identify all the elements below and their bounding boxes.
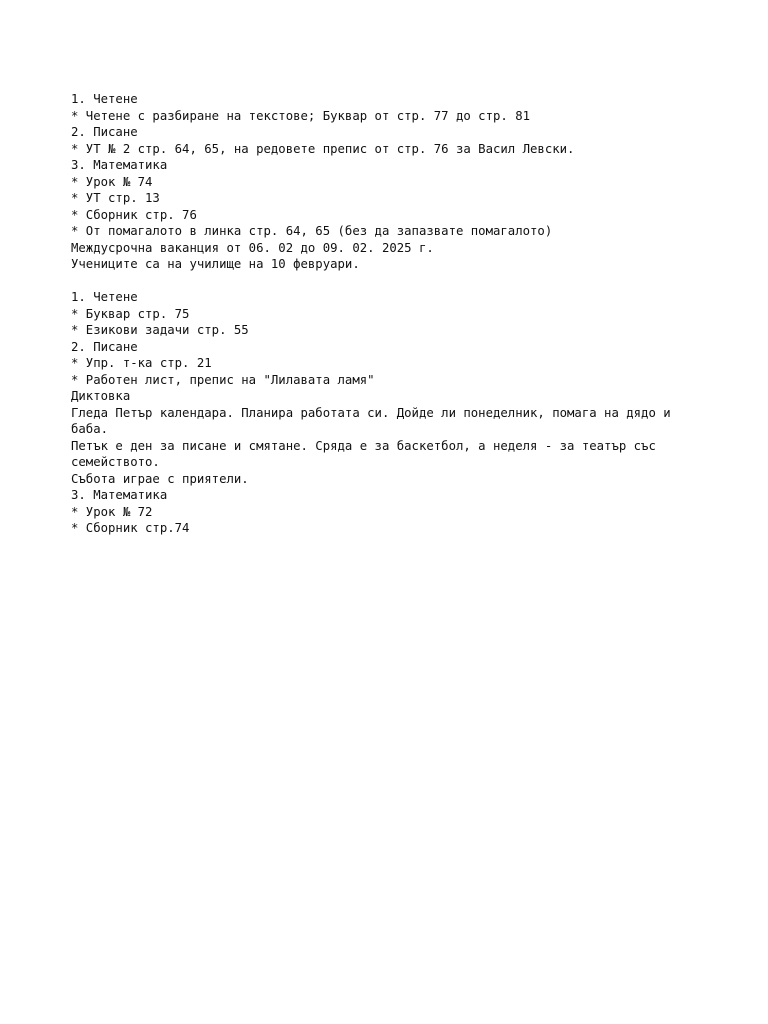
subject-heading-math: 3. Математика bbox=[71, 158, 168, 172]
task-item: * От помагалото в линка стр. 64, 65 (без да запазвате помагалото) bbox=[71, 224, 553, 238]
task-item: * Урок № 74 bbox=[71, 174, 153, 189]
school-return-notice: Учениците са на училище на 10 февруари. bbox=[71, 257, 360, 271]
task-item: * Работен лист, препис на "Лилавата ламя" bbox=[71, 372, 375, 387]
dictation-heading: Диктовка bbox=[71, 389, 131, 403]
task-item: * Сборник стр. 76 bbox=[71, 207, 197, 222]
subject-heading-writing: 2. Писане bbox=[71, 339, 138, 354]
subject-heading-reading: 1. Четене bbox=[71, 92, 138, 106]
task-item: * Езикови задачи стр. 55 bbox=[71, 323, 249, 337]
vacation-notice: Междусрочна ваканция от 06. 02 до 09. 02. 2025 г. bbox=[71, 240, 434, 255]
task-item: * Сборник стр.74 bbox=[71, 521, 190, 535]
task-item: * УТ № 2 стр. 64, 65, на редовете препис от стр. 76 за Васил Левски. bbox=[71, 141, 575, 156]
homework-section-1 bbox=[71, 91, 711, 273]
dictation-text: Събота играе с приятели. bbox=[71, 471, 249, 486]
dictation-text: Петък е ден за писане и смятане. Сряда е за баскетбол, а неделя - за театър със семейството. bbox=[71, 438, 664, 469]
task-item: * Урок № 72 bbox=[71, 504, 153, 519]
subject-heading-writing: 2. Писане bbox=[71, 125, 138, 139]
dictation-text: Гледа Петър календара. Планира работата си. Дойде ли понеделник, помага на дядо и баба. bbox=[71, 405, 679, 436]
task-item: * Упр. т-ка стр. 21 bbox=[71, 356, 212, 370]
homework-section-2 bbox=[71, 289, 711, 537]
document-body bbox=[71, 91, 711, 537]
task-item: * УТ стр. 13 bbox=[71, 191, 160, 205]
section-spacer bbox=[71, 273, 711, 290]
subject-heading-reading: 1. Четене bbox=[71, 290, 138, 304]
subject-heading-math: 3. Математика bbox=[71, 488, 168, 502]
task-item: * Буквар стр. 75 bbox=[71, 306, 190, 321]
task-item: * Четене с разбиране на текстове; Буквар от стр. 77 до стр. 81 bbox=[71, 108, 531, 123]
